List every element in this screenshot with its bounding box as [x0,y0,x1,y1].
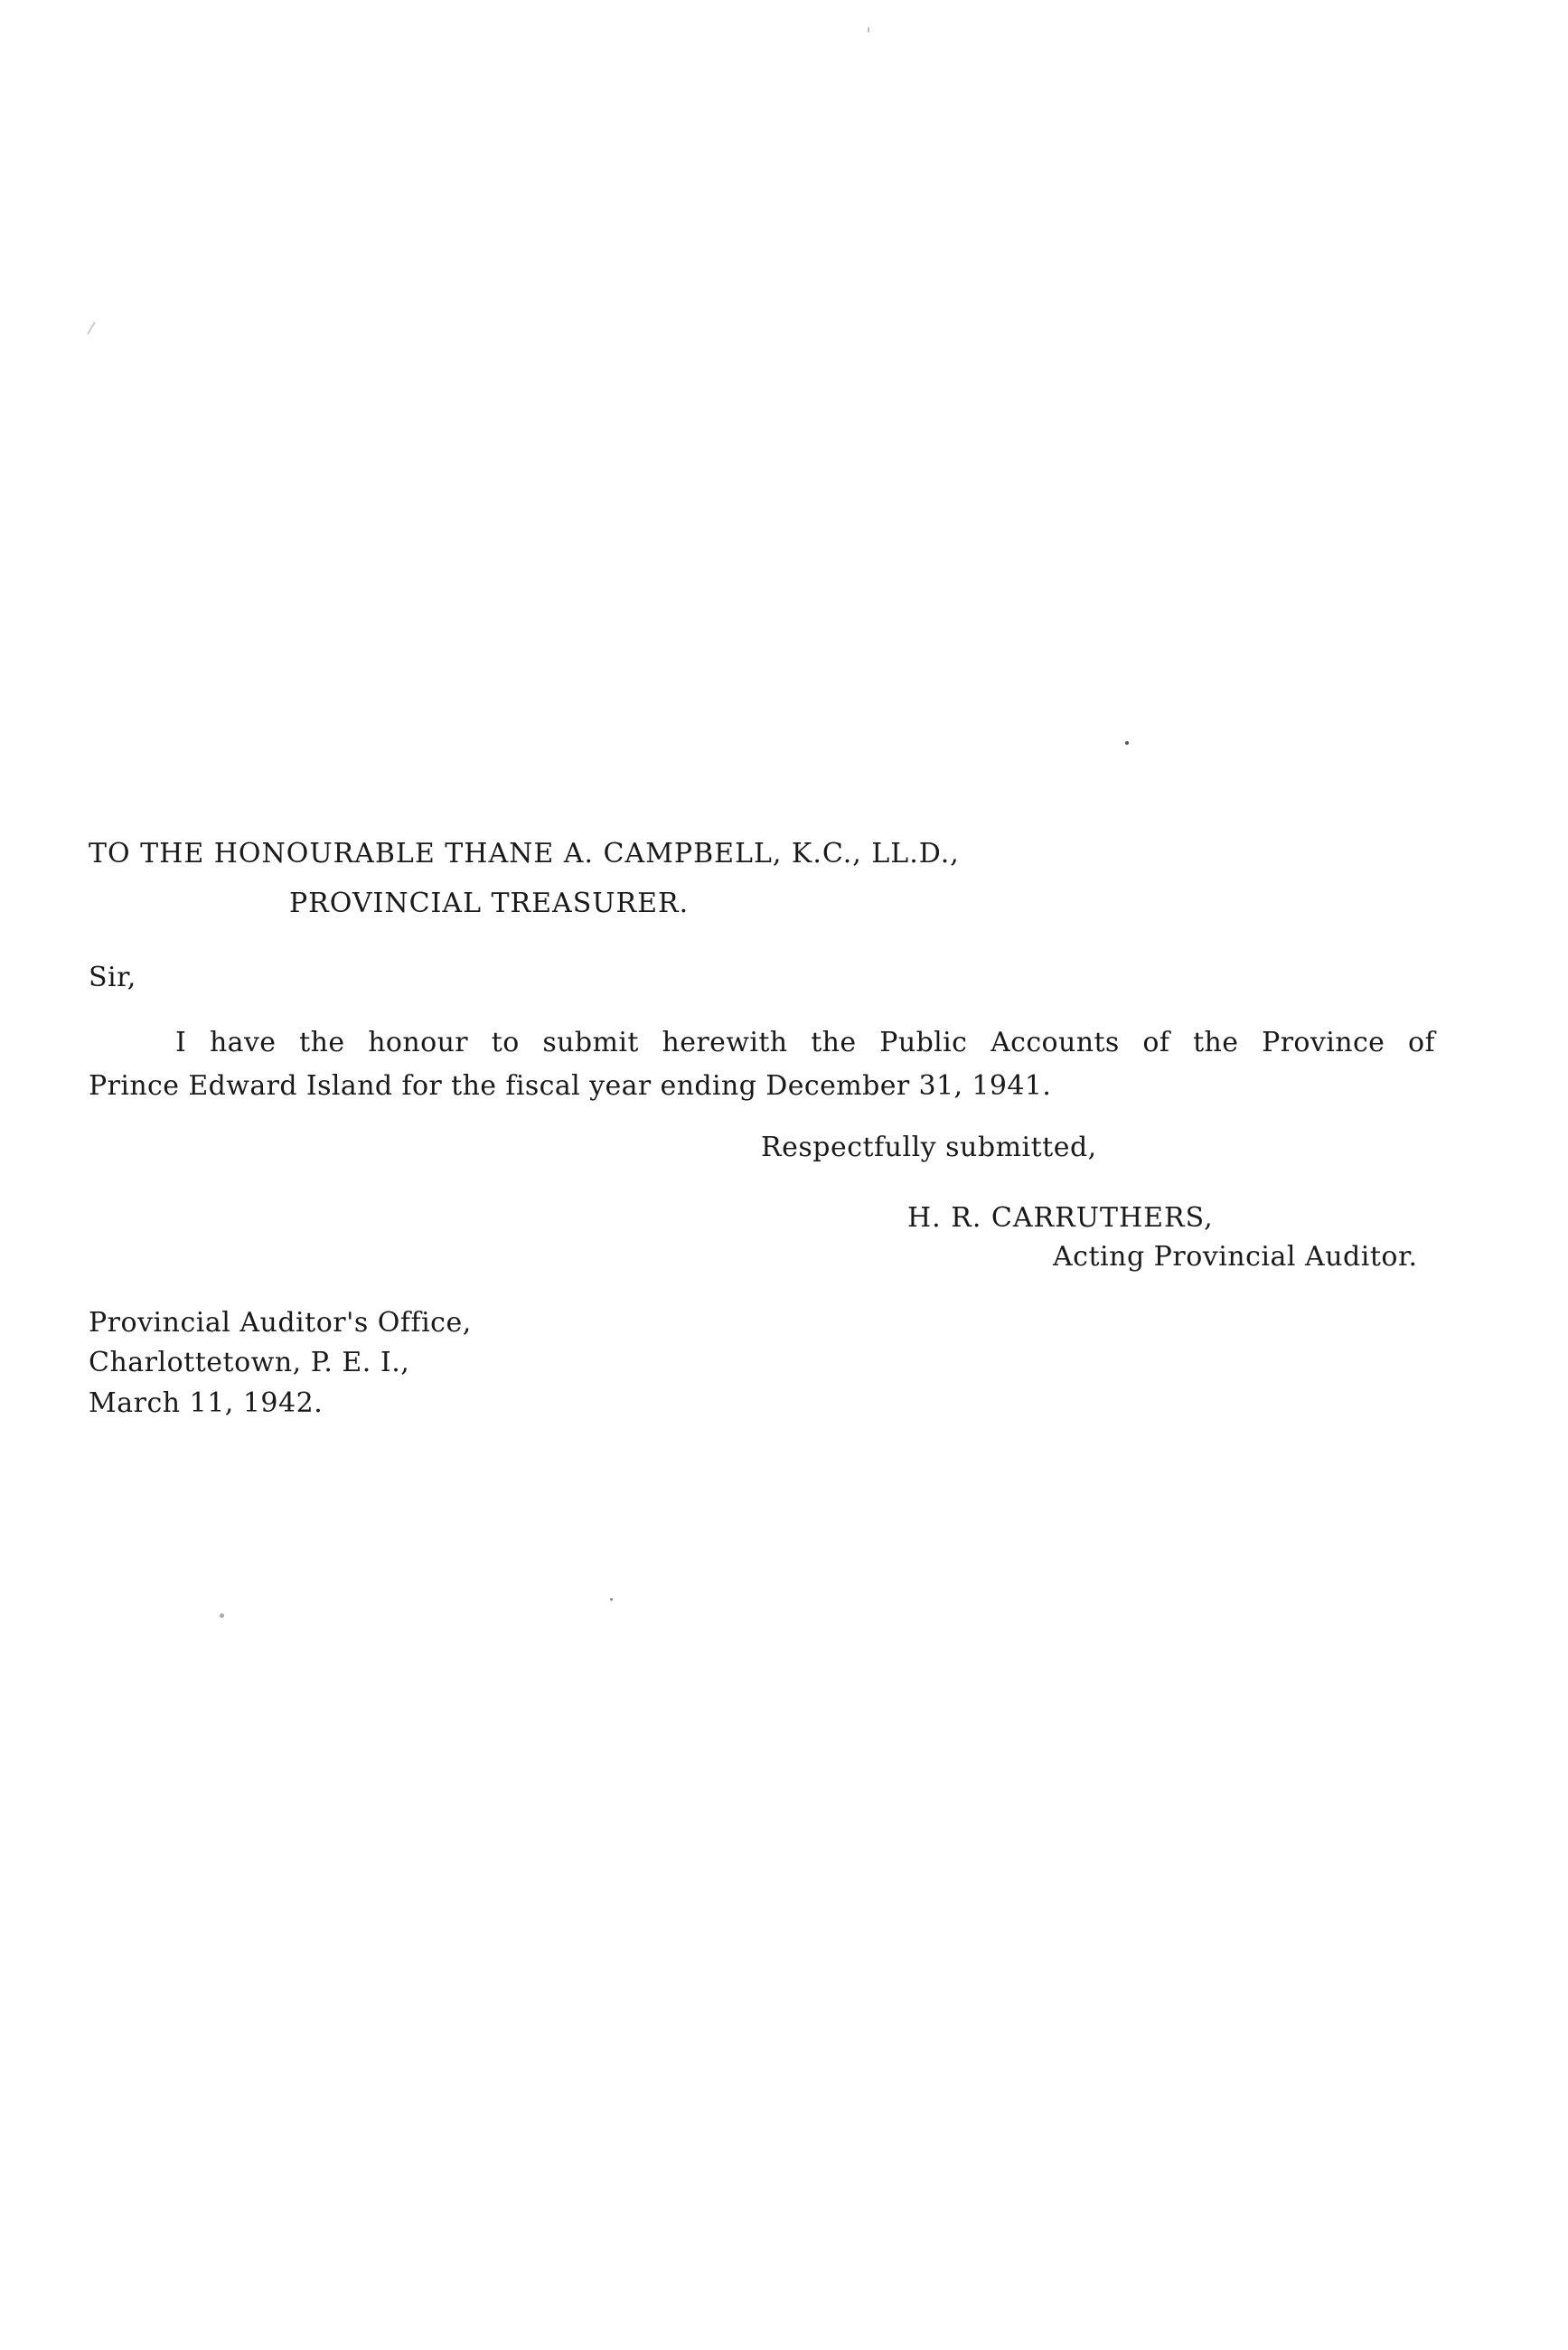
addressee-name: TO THE HONOURABLE THANE A. CAMPBELL, K.C., LL.D., [89,838,960,870]
scan-speck [1125,741,1129,745]
scan-speck [868,27,869,33]
addressee-title: PROVINCIAL TREASURER. [289,888,690,919]
closing: Respectfully submitted, [761,1132,1097,1163]
scan-speck [610,1598,613,1601]
signatory-title: Acting Provincial Auditor. [1053,1241,1418,1273]
office-line: Provincial Auditor's Office, [89,1307,472,1339]
signatory-name: H. R. CARRUTHERS, [907,1202,1214,1234]
body-line: I have the honour to submit herewith the Public Accounts of the Province of [175,1027,1435,1058]
salutation: Sir, [89,962,136,993]
scan-speck [220,1613,224,1618]
body-paragraph [89,1021,1435,1108]
scan-speck [87,322,96,335]
office-city: Charlottetown, P. E. I., [89,1347,410,1378]
office-date: March 11, 1942. [89,1387,324,1419]
body-line: Prince Edward Island for the fiscal year ending December 31, 1941. [89,1070,1052,1102]
